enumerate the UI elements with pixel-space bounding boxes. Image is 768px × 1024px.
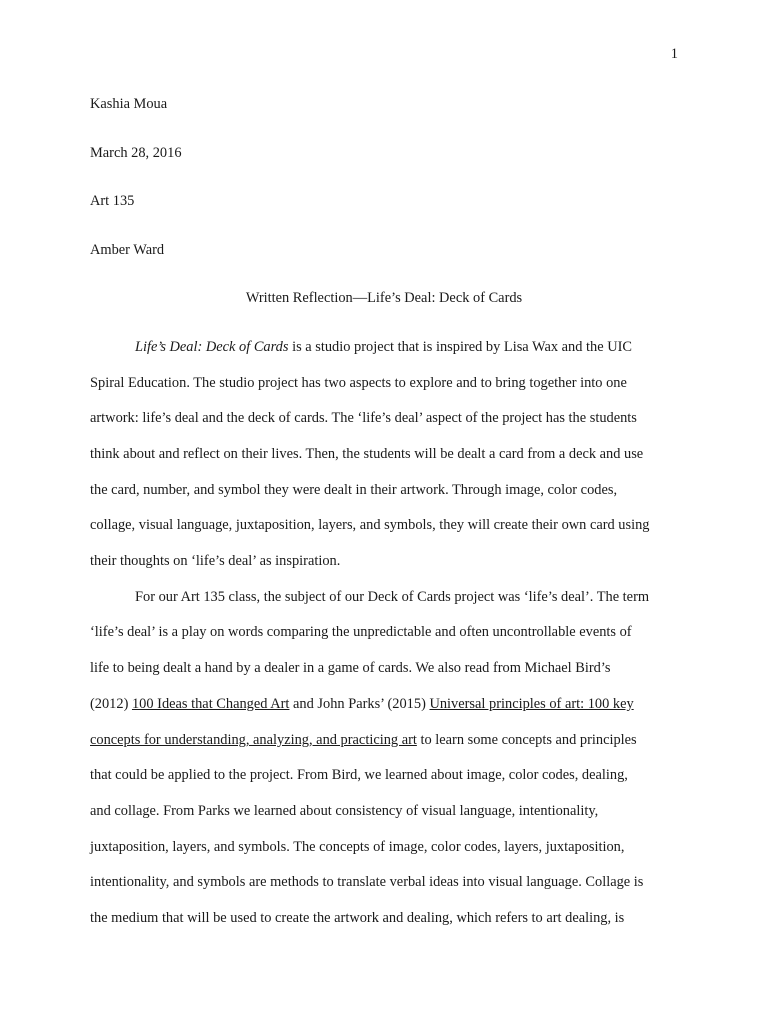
- instructor: Amber Ward: [90, 242, 165, 258]
- book-title-2-part-2: concepts for understanding, analyzing, and practicing art: [90, 732, 417, 748]
- author-name: Kashia Moua: [90, 96, 168, 112]
- page-number: 1: [670, 46, 678, 62]
- book-title-2-part-1: Universal principles of art: 100 key: [429, 696, 634, 712]
- paragraph-1-line-1: [135, 337, 632, 357]
- paragraph-2-line-8: juxtaposition, layers, and symbols. The concepts of image, color codes, layers, juxtaposition,: [90, 839, 625, 855]
- paragraph-1-line-5: the card, number, and symbol they were dealt in their artwork. Through image, color codes,: [90, 482, 618, 498]
- paragraph-2-line-9: intentionality, and symbols are methods to translate verbal ideas into visual language. Collage is: [90, 874, 644, 890]
- book-title-1: 100 Ideas that Changed Art: [131, 696, 290, 712]
- paragraph-2-line-6: that could be applied to the project. From Bird, we learned about image, color codes, dealing,: [90, 767, 628, 783]
- paragraph-2-line-5: [90, 730, 637, 750]
- paragraph-1-line-4: think about and reflect on their lives. Then, the students will be dealt a card from a deck and use: [90, 446, 644, 462]
- date: March 28, 2016: [90, 145, 182, 161]
- paragraph-2-line-5-rest: to learn some concepts and principles: [416, 732, 637, 748]
- paragraph-2-line-1: For our Art 135 class, the subject of our Deck of Cards project was ‘life’s deal’. The term: [135, 589, 650, 605]
- paragraph-2-line-3: life to being dealt a hand by a dealer in a game of cards. We also read from Michael Bird’s: [90, 660, 611, 676]
- paragraph-2-line-2: ‘life’s deal’ is a play on words comparing the unpredictable and often uncontrollable events of: [90, 624, 632, 640]
- paragraph-1-line-6: collage, visual language, juxtaposition, layers, and symbols, they will create their own card using: [90, 517, 650, 533]
- document-title: Written Reflection—Life’s Deal: Deck of Cards: [245, 290, 523, 306]
- paragraph-2-line-4: [90, 694, 634, 714]
- course: Art 135: [90, 193, 135, 209]
- parks-citation: and John Parks’ (2015): [289, 696, 430, 712]
- paragraph-1-line-1-rest: is a studio project that is inspired by Lisa Wax and the UIC: [288, 339, 632, 355]
- project-title-italic: Life’s Deal: Deck of Cards: [135, 339, 289, 355]
- paragraph-2-line-10: the medium that will be used to create the artwork and dealing, which refers to art dealing, is: [90, 910, 625, 926]
- paragraph-1-line-3: artwork: life’s deal and the deck of cards. The ‘life’s deal’ aspect of the project has the students: [90, 410, 637, 426]
- year-citation: (2012): [90, 696, 132, 712]
- paragraph-1-line-2: Spiral Education. The studio project has two aspects to explore and to bring together into one: [90, 375, 627, 391]
- paragraph-1-line-7: their thoughts on ‘life’s deal’ as inspiration.: [90, 553, 341, 569]
- paragraph-2-line-7: and collage. From Parks we learned about consistency of visual language, intentionality,: [90, 803, 599, 819]
